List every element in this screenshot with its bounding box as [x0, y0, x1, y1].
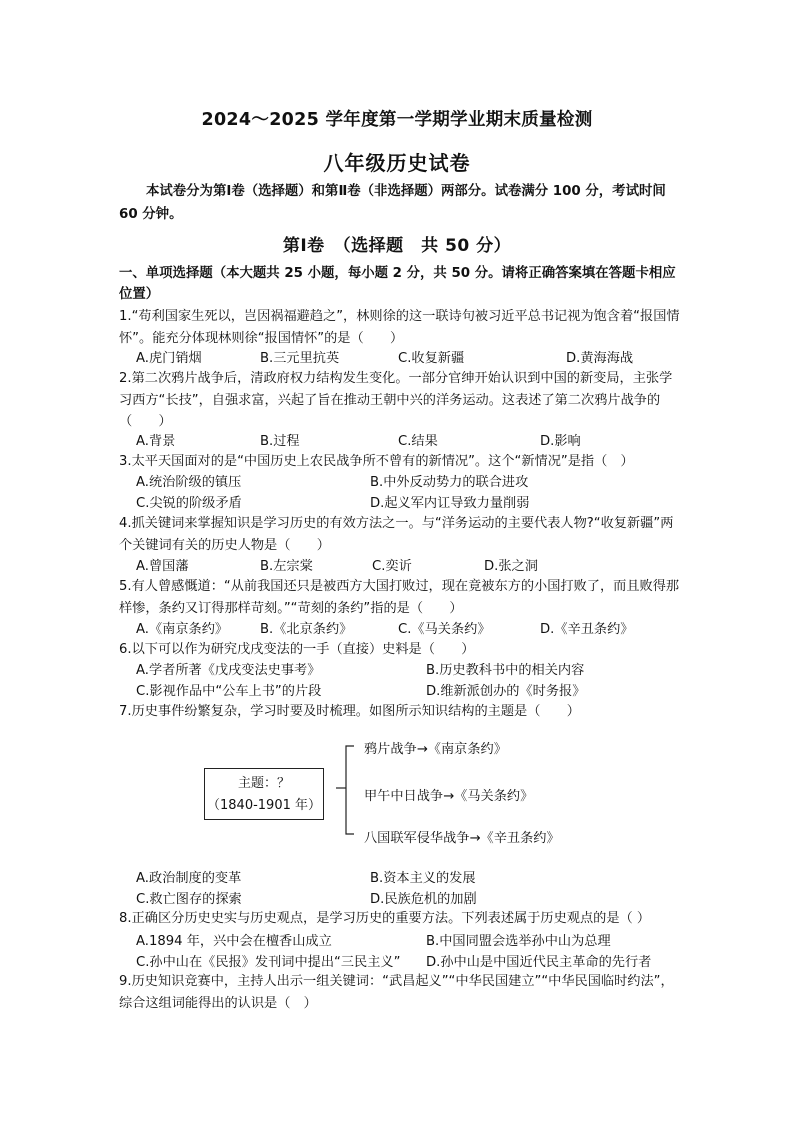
question-8-stem: 8.正确区分历史史实与历史观点，是学习历史的重要方法。下列表述属于历史观点的是（ ） — [119, 911, 651, 926]
option-c: C.救亡图存的探索 — [136, 892, 242, 907]
topic-period: （1840-1901 年） — [207, 798, 321, 813]
option-b: B.资本主义的发展 — [370, 871, 476, 886]
question-8-options-row2 — [136, 951, 686, 973]
option-d: D.《辛丑条约》 — [540, 622, 634, 637]
question-7-options-row2 — [136, 888, 686, 910]
question-6-options-row2 — [136, 680, 686, 702]
option-b: B.中外反动势力的联合进攻 — [370, 475, 529, 490]
option-a: A.1894 年，兴中会在檀香山成立 — [136, 934, 332, 949]
question-1-options — [136, 347, 686, 369]
question-5-options — [136, 618, 686, 640]
question-7-stem: 7.历史事件纷繁复杂，学习时要及时梳理。如图所示知识结构的主题是（ ） — [119, 704, 580, 719]
option-d: D.影响 — [540, 434, 581, 449]
option-c: C.结果 — [398, 434, 438, 449]
option-d: D.维新派创办的《时务报》 — [426, 684, 586, 699]
question-1-stem: 1.“苟利国家生死以，岂因祸福避趋之”，林则徐的这一联诗句被习近平总书记视为饱含着“报国情怀”。能充分体现林则徐“报国情怀”的是（ ） — [119, 309, 680, 346]
option-a: A.学者所著《戊戌变法史事考》 — [136, 663, 321, 678]
option-c: C.《马关条约》 — [398, 622, 491, 637]
option-d: D.孙中山是中国近代民主革命的先行者 — [426, 955, 652, 970]
option-d: D.黄海海战 — [566, 351, 634, 366]
option-b: B.历史教科书中的相关内容 — [426, 663, 585, 678]
question-3-stem: 3.太平天国面对的是“中国历史上农民战争所不曾有的新情况”。这个“新情况”是指（ ） — [119, 454, 634, 469]
option-c: C.影视作品中“公车上书”的片段 — [136, 684, 322, 699]
option-b: B.左宗棠 — [260, 559, 313, 574]
option-a: A.背景 — [136, 434, 176, 449]
option-d: D.起义军内讧导致力量削弱 — [370, 496, 530, 511]
option-d: D.民族危机的加剧 — [370, 892, 477, 907]
question-2-stem: 2.第二次鸦片战争后，清政府权力结构发生变化。一部分官绅开始认识到中国的新变局，主张学习西方“长技”，自强求富，兴起了旨在推动王朝中兴的洋务运动。这表述了第二次鸦片战争的（ ） — [119, 371, 673, 430]
option-c: C.尖锐的阶级矛盾 — [136, 496, 242, 511]
topic-box — [204, 768, 324, 820]
section-title: 第Ⅰ卷 （选择题 共 50 分） — [282, 236, 512, 256]
question-3-options-row1 — [136, 471, 686, 493]
option-b: B.中国同盟会选举孙中山为总理 — [426, 934, 611, 949]
question-9-stem: 9.历史知识竞赛中，主持人出示一组关键词：“武昌起义”“中华民国建立”“中华民国临时约法”，综合这组词能得出的认识是（ ） — [119, 974, 674, 1011]
option-a: A.统治阶级的镇压 — [136, 475, 242, 490]
question-4-options — [136, 555, 686, 577]
exam-subtitle: 八年级历史试卷 — [323, 151, 471, 175]
option-c: C.奕䜣 — [372, 559, 412, 574]
diagram-item-eight-nation-alliance: 八国联军侵华战争→《辛丑条约》 — [364, 831, 560, 846]
question-8-options-row1 — [136, 930, 686, 952]
option-a: A.曾国藩 — [136, 559, 189, 574]
option-b: B.三元里抗英 — [260, 351, 340, 366]
question-5-stem: 5.有人曾感慨道：“从前我国还只是被西方大国打败过，现在竟被东方的小国打败了，而且败得那样惨，条约又订得那样苛刻。”“苛刻的条约”指的是（ ） — [119, 579, 680, 616]
exam-title: 2024～2025 学年度第一学期学业期末质量检测 — [201, 110, 593, 130]
option-c: C.孙中山在《民报》发刊词中提出“三民主义” — [136, 955, 401, 970]
exam-intro: 本试卷分为第Ⅰ卷（选择题）和第Ⅱ卷（非选择题）两部分。试卷满分 100 分，考试时间 60 分钟。 — [119, 184, 666, 222]
topic-label: 主题：？ — [237, 776, 290, 791]
bracket-connector — [332, 740, 360, 840]
option-a: A.《南京条约》 — [136, 622, 229, 637]
knowledge-structure-diagram — [204, 738, 584, 850]
option-b: B.《北京条约》 — [260, 622, 353, 637]
section-instructions: 一、单项选择题（本大题共 25 小题，每小题 2 分，共 50 分。请将正确答案填在答题卡相应位置） — [119, 266, 676, 302]
option-a: A.虎门销烟 — [136, 351, 202, 366]
question-6-stem: 6.以下可以作为研究戊戌变法的一手（直接）史料是（ ） — [119, 642, 475, 657]
option-a: A.政治制度的变革 — [136, 871, 242, 886]
option-d: D.张之洞 — [484, 559, 538, 574]
question-7-options-row1 — [136, 867, 686, 889]
question-3-options-row2 — [136, 492, 686, 514]
diagram-item-opium-war: 鸦片战争→《南京条约》 — [364, 742, 507, 757]
question-4-stem: 4.抓关键词来掌握知识是学习历史的有效方法之一。与“洋务运动的主要代表人物?“收复新疆”两个关键词有关的历史人物是（ ） — [119, 516, 674, 553]
question-2-options — [136, 430, 686, 452]
option-b: B.过程 — [260, 434, 300, 449]
question-6-options-row1 — [136, 659, 686, 681]
diagram-item-sino-japanese-war: 甲午中日战争→《马关条约》 — [364, 789, 534, 804]
option-c: C.收复新疆 — [398, 351, 465, 366]
